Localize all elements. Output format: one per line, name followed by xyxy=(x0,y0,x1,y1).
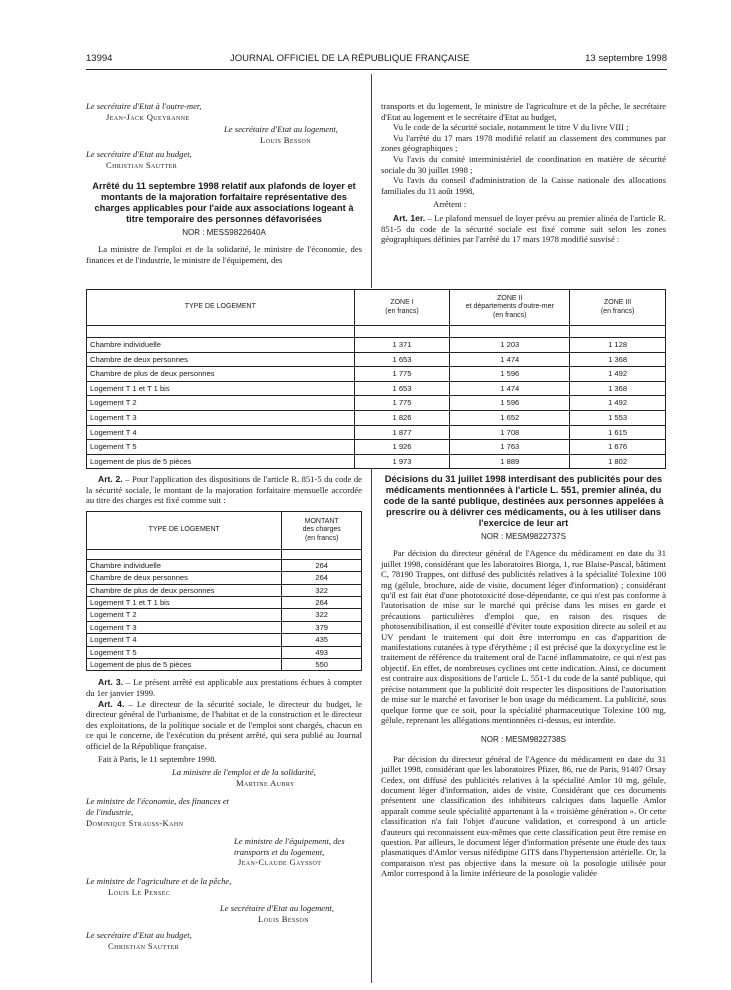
cell-type: Logement T 2 xyxy=(87,396,355,411)
cell-type: Logement T 4 xyxy=(87,425,355,440)
cell-type: Logement T 3 xyxy=(87,621,282,633)
signature-name: Louis Besson xyxy=(260,134,311,145)
signature-name: Christian Sautter xyxy=(106,159,178,170)
cell-type: Logement T 5 xyxy=(87,646,282,658)
page-number: 13994 xyxy=(86,53,113,64)
nor-reference: NOR : MESM9822737S xyxy=(481,532,566,541)
article-2 xyxy=(86,474,362,506)
cell-type: Chambre de deux personnes xyxy=(87,572,282,584)
cell-amount: 435 xyxy=(282,634,362,646)
cell-zone2: 1 889 xyxy=(450,454,570,469)
cell-zone2: 1 596 xyxy=(450,396,570,411)
cell-zone2: 1 708 xyxy=(450,425,570,440)
signature-name: Louis Besson xyxy=(258,913,309,924)
signature-name: Dominique Strauss-Kahn xyxy=(86,817,184,828)
header-line: et départements d'outre-mer xyxy=(465,303,554,311)
arrete-title: Arrêté du 11 septembre 1998 relatif aux plafonds de loyer et montants de la majoration forfaitaire représentative des charges applicables pour l'aide aux associations logeant à titre temporaire des personnes défavorisées xyxy=(92,180,356,224)
article-text: – Le présent arrêté est applicable aux prestations échues à compter du 1er janvier 1999. xyxy=(86,677,362,699)
table-row xyxy=(87,621,362,633)
table-header-row xyxy=(87,511,362,549)
journal-title: JOURNAL OFFICIEL DE LA RÉPUBLIQUE FRANÇAISE xyxy=(230,53,470,64)
signature-title: Le ministre de l'agriculture et de la pêche, xyxy=(86,875,232,886)
column-header xyxy=(282,511,362,549)
article-3 xyxy=(86,677,362,698)
cell-zone3: 1 492 xyxy=(570,367,666,382)
paragraph: Vu l'avis du conseil d'administration de la Caisse nationale des allocations familiales du 11 août 1998, xyxy=(381,175,666,196)
top-left-column xyxy=(86,101,362,265)
table-row xyxy=(87,454,666,469)
header-line: ZONE II xyxy=(497,294,523,302)
table-row xyxy=(87,634,362,646)
charges-table xyxy=(86,511,362,672)
table-row xyxy=(87,381,666,396)
cell-zone3: 1 368 xyxy=(570,381,666,396)
cell-amount: 264 xyxy=(282,572,362,584)
cell-amount: 322 xyxy=(282,609,362,621)
cell-zone1: 1 926 xyxy=(354,440,450,455)
cell-zone3: 1 802 xyxy=(570,454,666,469)
cell-type: Chambre individuelle xyxy=(87,338,355,353)
header-line: des charges xyxy=(302,526,341,534)
decision-text: Par décision du directeur général de l'Agence du médicament en date du 31 juillet 1998, considérant que les laboratoires Biorga, 1, rue Blaise-Pascal, bâtiment C, 78190 Trappes, ont diffusé des publicités relatives à la spécialité Tolexine 100 mg (gélule, brochure, aide de visite, document léger d'information) ; considérant qu'il est fait état d'une phototoxicité dose-dépendante, ce qui n'est pas conforme à l'autorisation de mise sur le marché qui précise dans les mises en garde et précautions particulières d'emploi que, en raison des risques de photosensibilisation, il est conseillé d'éviter toute exposition directe au soleil et au UV pendant le traitement qui doit être interrompu en cas d'apparition de manifestations cutanées à type d'érythème ; il est précisé que la doxycycline est le traitement de référence du traitement oral de l'acné inflammatoire, ce qui n'est pas objectif. En effet, de nombreuses cyclines ont cette indication. Ainsi, ce document est contraire aux dispositions de l'article L. 551-1 du code de la santé publique, qui précise notamment que la publicité doit respecter les dispositions de l'autorisation de mise sur le marché et favoriser le bon usage du médicament. La publicité, sous quelque forme que ce soit, pour la spécialité pharmaceutique Tolexine 100 mg, gélule, reprenant les allégations mentionnées ci-dessus, est interdite. xyxy=(381,548,666,725)
cell-zone3: 1 492 xyxy=(570,396,666,411)
table-header-row xyxy=(87,290,666,326)
header-line: (en francs) xyxy=(385,307,419,315)
cell-amount: 264 xyxy=(282,597,362,609)
bottom-right-column xyxy=(381,474,666,879)
signature-title: Le secrétaire d'Etat au logement, xyxy=(224,124,338,135)
column-header xyxy=(570,290,666,326)
signature-title: Le secrétaire d'Etat au budget, xyxy=(86,149,192,160)
paragraph: Vu le code de la sécurité sociale, notamment le titre V du livre VIII ; xyxy=(393,122,629,133)
signature-name: Louis Le Pensec xyxy=(108,886,171,897)
cell-type: Logement T 4 xyxy=(87,634,282,646)
header-line: ZONE I xyxy=(390,299,414,306)
cell-type: Chambre de plus de deux personnes xyxy=(87,367,355,382)
column-header xyxy=(354,290,450,326)
top-right-column xyxy=(381,101,666,245)
table-row xyxy=(87,572,362,584)
cell-zone3: 1 615 xyxy=(570,425,666,440)
table-row xyxy=(87,410,666,425)
paragraph: transports et du logement, le ministre de l'agriculture et de la pêche, le secrétaire d'Etat au logement et le secrétaire d'Etat au budget, xyxy=(381,101,666,122)
header-line: (en francs) xyxy=(304,534,339,542)
bottom-left-column xyxy=(86,474,362,952)
cell-zone2: 1 763 xyxy=(450,440,570,455)
article-1 xyxy=(381,213,666,245)
article-text: – Pour l'application des dispositions de l'article R. 851-5 du code de la sécurité sociale, le montant de la majoration forfaitaire mensuelle accordée au titre des charges est fixé comme suit : xyxy=(86,474,362,506)
nor-reference: NOR : MESM9822738S xyxy=(481,735,566,745)
page-header xyxy=(86,53,667,67)
signature-title: Le secrétaire d'Etat au logement, xyxy=(220,903,334,914)
column-divider-top xyxy=(371,74,372,288)
signature-title: Le ministre de l'équipement, des transports et du logement, xyxy=(234,836,345,857)
cell-type: Logement de plus de 5 pièces xyxy=(87,659,282,671)
article-text: – Le directeur de la sécurité sociale, le directeur du budget, le directeur général de l'urbanisme, de l'habitat et de la construction et le directeur des exploitations, de la politique sociale et de l'emploi sont chargés, chacun en ce qui le concerne, de l'exécution du présent arrêté, qui sera publié au Journal officiel de la République française. xyxy=(86,698,362,751)
table-row xyxy=(87,425,666,440)
cell-zone3: 1 676 xyxy=(570,440,666,455)
loyer-ceiling-table xyxy=(86,289,666,469)
cell-type: Chambre de plus de deux personnes xyxy=(87,584,282,596)
header-line: MONTANT xyxy=(304,517,339,525)
cell-type: Chambre individuelle xyxy=(87,559,282,571)
decision-title: Décisions du 31 juillet 1998 interdisant des publicités pour des médicaments mentionnées à l'article L. 551, premier alinéa, du code de la santé publique, destinées aux personnes appelées à prescrire ou à délivrer ces médicaments, ou à les utiliser dans l'exercice de leur art xyxy=(383,474,664,528)
cell-zone1: 1 877 xyxy=(354,425,450,440)
article-4 xyxy=(86,699,362,752)
cell-type: Logement T 1 et T 1 bis xyxy=(87,381,355,396)
column-header: TYPE DE LOGEMENT xyxy=(87,511,282,549)
column-divider-bottom xyxy=(371,468,372,983)
cell-amount: 493 xyxy=(282,646,362,658)
signature-title: Le secrétaire d'Etat à l'outre-mer, xyxy=(86,101,202,111)
table-row xyxy=(87,609,362,621)
header-line: (en francs) xyxy=(493,311,527,319)
signature-name: Jean-Claude Gayssot xyxy=(238,857,322,868)
cell-type: Chambre de deux personnes xyxy=(87,352,355,367)
signature-name: Jean-Jack Queyranne xyxy=(106,111,190,122)
column-header xyxy=(450,290,570,326)
cell-zone2: 1 652 xyxy=(450,410,570,425)
cell-amount: 322 xyxy=(282,584,362,596)
issue-date: 13 septembre 1998 xyxy=(585,53,667,64)
table-row xyxy=(87,559,362,571)
article-text: – Le plafond mensuel de loyer prévu au premier alinéa de l'article R. 851-5 du code de la sécurité sociale est fixé comme suit selon les zones géographiques définies par l'arrêté du 17 mars 1978 modifié susvisé : xyxy=(381,212,666,245)
cell-zone3: 1 368 xyxy=(570,352,666,367)
decision-text: Par décision du directeur général de l'Agence du médicament en date du 31 juillet 1998, considérant que les laboratoires Pfizer, 86, rue de Paris, 91407 Orsay Cedex, ont diffusé des publicités relatives à la spécialité Amlor 10 mg, gélule, document léger d'information, aides de visite. Considérant que ces documents présentent une classification des inhibiteurs calciques dans laquelle Amlor apparaît comme seule spécialité appartenant à la « troisième génération ». Or cette classification n'a fait l'objet d'aucune validation, et correspond à un article d'auteurs qui reconnaissent eux-mêmes que cette classification peut être remise en question. Par ailleurs, le document léger d'information présente une étude des taux plasmatiques d'Amlor versus nifédipine GITS dans l'hypertension artérielle. Or, la comparaison n'est pas objective dans la mesure où la posologie utilisée pour Amlor correspond à la limite inférieure de la posologie validée xyxy=(381,753,666,879)
paragraph: Vu l'avis du comité interministériel de coordination en matière de sécurité sociale du 30 juillet 1998 ; xyxy=(381,153,666,175)
signature-name: Martine Aubry xyxy=(236,777,295,788)
article-label: Art. 3. xyxy=(98,677,124,688)
header-line: (en francs) xyxy=(600,307,635,315)
header-line: ZONE III xyxy=(603,299,632,306)
paragraph: Vu l'arrêté du 17 mars 1978 modifié relatif au classement des communes par zones géographiques ; xyxy=(381,132,666,154)
table-row xyxy=(87,646,362,658)
table-row xyxy=(87,367,666,382)
cell-amount: 379 xyxy=(282,621,362,633)
signature-title: La ministre de l'emploi et de la solidarité, xyxy=(172,767,316,778)
cell-zone3: 1 553 xyxy=(570,410,666,425)
done-at: Fait à Paris, le 11 septembre 1998. xyxy=(98,753,217,764)
cell-zone2: 1 474 xyxy=(450,352,570,367)
cell-type: Logement T 1 et T 1 bis xyxy=(87,597,282,609)
article-label: Art. 2. xyxy=(98,474,123,484)
table-spacer-row xyxy=(87,549,362,559)
article-label: Art. 1er. xyxy=(393,212,426,223)
cell-type: Logement T 3 xyxy=(87,410,355,425)
cell-zone1: 1 826 xyxy=(354,410,450,425)
table-row xyxy=(87,659,362,671)
cell-amount: 550 xyxy=(282,659,362,671)
cell-zone2: 1 203 xyxy=(450,338,570,353)
cell-type: Logement de plus de 5 pièces xyxy=(87,454,355,469)
cell-zone1: 1 653 xyxy=(354,352,450,367)
cell-zone1: 1 973 xyxy=(354,454,450,469)
cell-amount: 264 xyxy=(282,559,362,571)
nor-reference: NOR : MESS9822640A xyxy=(182,227,266,237)
arretent: Arrêtent : xyxy=(433,199,467,210)
cell-zone2: 1 596 xyxy=(450,367,570,382)
article-label: Art. 4. xyxy=(98,698,125,709)
signature-title: Le secrétaire d'Etat au budget, xyxy=(86,930,192,941)
cell-zone1: 1 653 xyxy=(354,381,450,396)
table-row xyxy=(87,352,666,367)
table-row xyxy=(87,597,362,609)
table-row xyxy=(87,396,666,411)
arrete-intro: La ministre de l'emploi et de la solidarité, le ministre de l'économie, des finances et de l'industrie, le ministre de l'équipement, des xyxy=(86,244,362,265)
table-row xyxy=(87,338,666,353)
signature-title: Le ministre de l'économie, des finances et de l'industrie, xyxy=(86,796,230,817)
cell-zone2: 1 474 xyxy=(450,381,570,396)
header-rule xyxy=(86,69,667,70)
table-row xyxy=(87,584,362,596)
signature-name: Christian Sautter xyxy=(108,940,180,951)
table-spacer-row xyxy=(87,326,666,338)
cell-zone1: 1 371 xyxy=(354,338,450,353)
cell-zone1: 1 775 xyxy=(354,367,450,382)
column-header: TYPE DE LOGEMENT xyxy=(87,290,355,326)
table-row xyxy=(87,440,666,455)
cell-zone3: 1 128 xyxy=(570,338,666,353)
cell-type: Logement T 2 xyxy=(87,609,282,621)
cell-type: Logement T 5 xyxy=(87,440,355,455)
cell-zone1: 1 775 xyxy=(354,396,450,411)
